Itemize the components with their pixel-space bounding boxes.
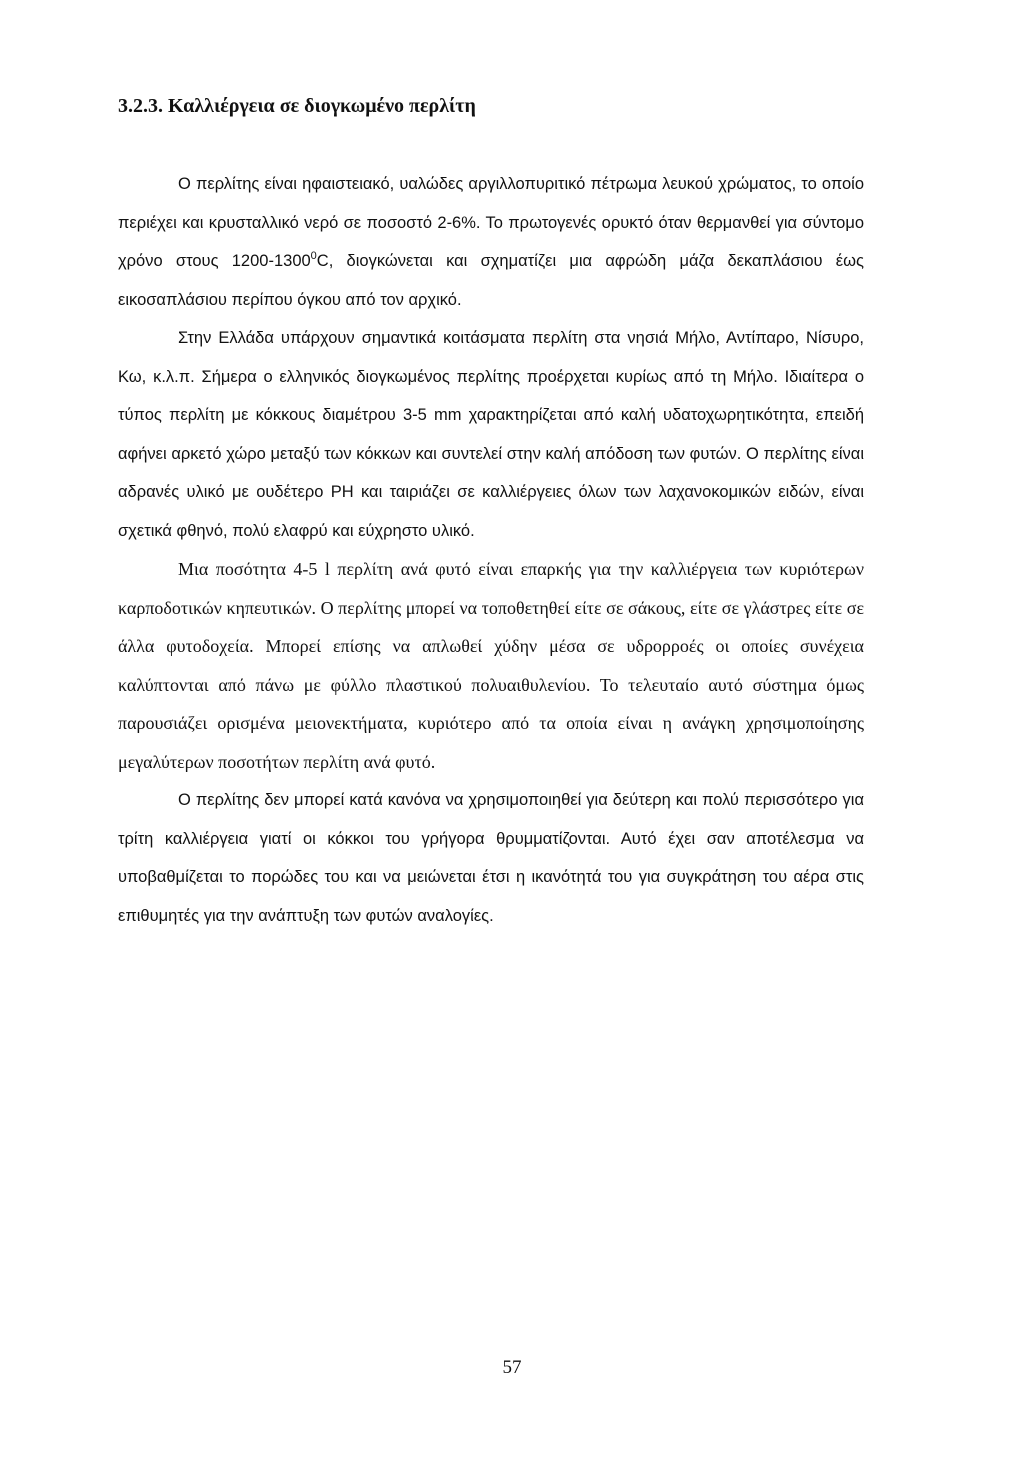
paragraph-reuse-limitations: Ο περλίτης δεν μπορεί κατά κανόνα να χρησιμοποιηθεί για δεύτερη και πολύ περισσότερο για τρίτη καλλιέργεια γιατί οι κόκκοι του γρήγορα θρυμματίζονται. Αυτό έχει σαν αποτέλεσμα να υποβαθμίζεται το πορώδες του και να μειώνεται έτσι η ικανότητά του για συγκράτηση του αέρα στις επιθυμητές για την ανάπτυξη των φυτών αναλογίες. bbox=[118, 791, 864, 925]
paragraph-text: Ο περλίτης είναι ηφαιστειακό, υαλώδες αργιλλοπυριτικό πέτρωμα λευκού χρώματος, το οποίο περιέχει και κρυσταλλικό νερό σε ποσοστό 2-6%. Το πρωτογενές ορυκτό όταν θερμανθεί για σύντομο χρόνο στους 1200-1300 bbox=[118, 175, 864, 270]
paragraph-quantity-per-plant: Μια ποσότητα 4-5 l περλίτη ανά φυτό είναι επαρκής για την καλλιέργεια των κυριότερων καρποδοτικών κηπευτικών. Ο περλίτης μπορεί να τοποθετηθεί είτε σε σάκους, είτε σε γλάστρες είτε σε άλλα φυτοδοχεία. Μπορεί επίσης να απλωθεί χύδην μέσα σε υδρορροές οι οποίες συνέχεια καλύπτονται από πάνω με φύλλο πλαστικού πολυαιθυλενίου. Το τελευταίο αυτό σύστημα όμως παρουσιάζει ορισμένα μειονεκτήματα, κυριότερο από τα οποία είναι η ανάγκη χρησιμοποίησης μεγαλύτερων ποσοτήτων περλίτη ανά φυτό. bbox=[118, 559, 864, 772]
paragraph-perlite-definition bbox=[118, 165, 864, 319]
paragraph-greek-deposits: Στην Ελλάδα υπάρχουν σημαντικά κοιτάσματα περλίτη στα νησιά Μήλο, Αντίπαρο, Νίσυρο, Κω, κ.λ.π. Σήμερα ο ελληνικός διογκωμένος περλίτης προέρχεται κυρίως από τη Μήλο. Ιδιαίτερα ο τύπος περλίτη με κόκκους διαμέτρου 3-5 mm χαρακτηρίζεται από καλή υδατοχωρητικότητα, επειδή αφήνει αρκετό χώρο μεταξύ των κόκκων και συντελεί στην καλή απόδοση των φυτών. Ο περλίτης είναι αδρανές υλικό με ουδέτερο PH και ταιριάζει σε καλλιέργειες όλων των λαχανοκομικών ειδών, είναι σχετικά φθηνό, πολύ ελαφρύ και εύχρηστο υλικό. bbox=[118, 329, 864, 540]
page-number: 57 bbox=[502, 1357, 522, 1378]
body-text bbox=[118, 165, 864, 935]
section-heading: 3.2.3. Καλλιέργεια σε διογκωμένο περλίτη bbox=[118, 95, 476, 117]
paragraph-text: C, διογκώνεται και σχηματίζει μια αφρώδη μάζα δεκαπλάσιου έως εικοσαπλάσιου περίπου όγκου από τον αρχικό. bbox=[118, 252, 864, 309]
degree-superscript: 0 bbox=[310, 250, 317, 262]
